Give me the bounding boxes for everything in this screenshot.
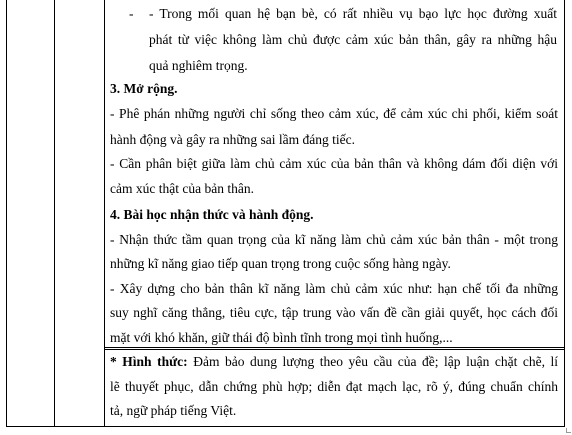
section-3-paragraph-2-line-2: cảm xúc thật của bản thân. bbox=[110, 181, 254, 196]
section-4-paragraph-2-line-3: mặt với khó khăn, giữ thái độ bình tĩnh trong mọi tình huống,... bbox=[110, 330, 453, 345]
table-border-right bbox=[564, 0, 565, 427]
section-4-paragraph-1-line-1: - Nhận thức tầm quan trọng của kĩ năng làm chủ cảm xúc bản thân - một trong bbox=[110, 232, 558, 247]
table-border-bottom bbox=[6, 426, 565, 427]
bullet-text-line-1: - Trong mối quan hệ bạn bè, có rất nhiều vụ bạo lực học đường xuất bbox=[149, 6, 557, 21]
section-4-paragraph-2-line-1: - Xây dựng cho bản thân kĩ năng làm chủ cảm xúc như: hạn chế tối đa những bbox=[110, 281, 558, 296]
table-border-left bbox=[6, 0, 7, 427]
form-requirement-line-1 bbox=[110, 352, 558, 372]
form-requirement-line-2: lẽ thuyết phục, dẫn chứng phù hợp; diễn đạt mạch lạc, rõ ý, đúng chuẩn chính bbox=[110, 379, 558, 394]
section-4-heading: 4. Bài học nhận thức và hành động. bbox=[110, 207, 314, 222]
section-3-paragraph-2-line-1: - Cần phân biệt giữa làm chủ cảm xúc của bản thân và không dám đối diện với bbox=[110, 156, 558, 171]
section-3-paragraph-1-line-2: hành động và gây ra những sai lầm đáng tiếc. bbox=[110, 132, 355, 147]
section-4-paragraph-1-line-2: những kĩ năng giao tiếp quan trọng trong cuộc sống hàng ngày. bbox=[110, 256, 451, 271]
bullet-text-line-2: phát từ việc không làm chủ được cảm xúc bản thân, gây ra những hậu bbox=[149, 32, 557, 47]
form-requirement-line-1-text: Đảm bảo dung lượng theo yêu cầu của đề; lập luận chặt chẽ, lí bbox=[187, 354, 558, 369]
section-3-heading: 3. Mở rộng. bbox=[110, 81, 178, 96]
row-divider-inner bbox=[104, 349, 565, 350]
bullet-text-line-3: quả nghiêm trọng. bbox=[149, 58, 248, 73]
form-requirement-line-3: tả, ngữ pháp tiếng Việt. bbox=[110, 403, 237, 418]
page-corner-mark bbox=[566, 428, 571, 433]
form-requirement-label: * Hình thức: bbox=[110, 354, 188, 369]
column-divider-2 bbox=[104, 0, 105, 427]
section-3-paragraph-1-line-1: - Phê phán những người chỉ sống theo cảm xúc, để cảm xúc chi phối, kiểm soát bbox=[110, 106, 558, 121]
section-4-paragraph-2-line-2: suy nghĩ căng thẳng, tiêu cực, tập trung vào vấn đề cần giải quyết, học cách đối bbox=[110, 305, 558, 320]
column-divider-1 bbox=[54, 0, 55, 427]
bullet-dash: - bbox=[129, 6, 134, 21]
